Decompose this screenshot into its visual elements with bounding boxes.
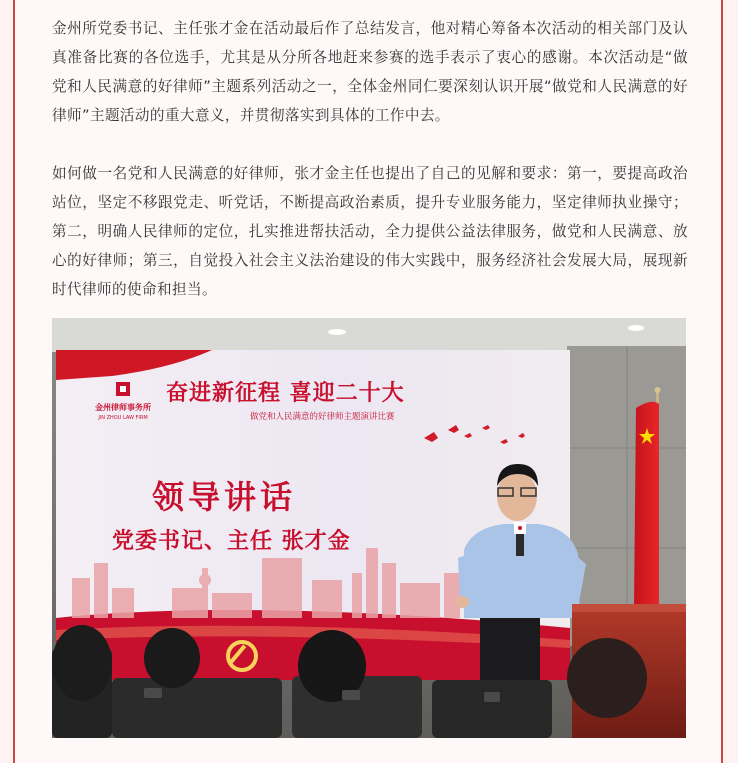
event-photo	[52, 318, 686, 738]
screen-firm-name: 金州律师事务所	[95, 403, 151, 412]
screen-headline: 奋进新征程 喜迎二十大	[166, 381, 405, 406]
paragraph-summary: 金州所党委书记、主任张才金在活动最后作了总结发言，他对精心筹备本次活动的相关部门及认真准备比赛的各位选手，尤其是从分所各地赶来参赛的选手表示了衷心的感谢。本次活动是“做党和人民满意的好律师”主题系列活动之一，全体金州同仁要深刻认识开展“做党和人民满意的好律师”主题活动的重大意义，并贯彻落实到具体的工作中去。	[52, 20, 688, 124]
screen-speaker-line: 党委书记、主任 张才金	[112, 529, 351, 554]
screen-subtitle: 做党和人民满意的好律师主题演讲比赛	[250, 412, 395, 422]
screen-firm-name-en: JIN ZHOU LAW FIRM	[98, 415, 148, 421]
event-photo-illustration	[52, 318, 686, 738]
screen-section-title: 领导讲话	[152, 478, 297, 516]
article-body	[52, 14, 688, 333]
paragraph-requirements: 如何做一名党和人民满意的好律师，张才金主任也提出了自己的见解和要求：第一，要提高政治站位，坚定不移跟党走、听党话，不断提高政治素质，提升专业服务能力，坚定律师执业操守；第二，明确人民律师的定位，扎实推进帮扶活动，全力提供公益法律服务，做党和人民满意、放心的好律师；第三，自觉投入社会主义法治建设的伟大实践中，服务经济社会发展大局，展现新时代律师的使命和担当。	[52, 165, 688, 298]
